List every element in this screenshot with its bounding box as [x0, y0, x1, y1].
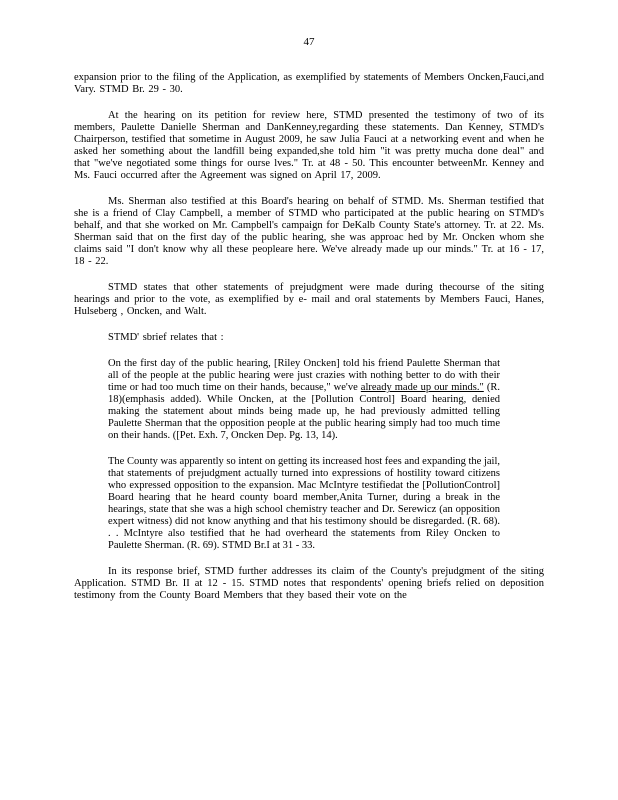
paragraph-4: STMD states that other statements of prejudgment were made during thecourse of the siting hearings and prior to the vote, as exemplified by e- mail and oral statements by Members Fauci, Hanes, Hulseberg , Oncken, and Walt.	[74, 282, 544, 317]
paragraph-1: expansion prior to the filing of the Application, as exemplified by statements of Members Oncken,Fauci,and Vary. STMD Br. 29 - 30.	[74, 72, 544, 95]
block-quote-2: The County was apparently so intent on getting its increased host fees and expanding the jail, that statements of prejudgment actually turned into expressions of hostility toward citizens who expressed opposition to the expansion. Mac McIntyre testifiedat the [PollutionControl] Board hearing that he heard county board member,Anita Turner, during a break in the hearings, state that she was a high school chemistry teacher and Dr. Serewicz (an opposition expert witness) did not know anything and that his testimony should be disregarded. (R. 68). . . McIntyre also testified that he had overheard the statements from Riley Oncken to Paulette Sherman. (R. 69). STMD Br.I at 31 - 33.	[108, 456, 500, 551]
paragraph-8: In its response brief, STMD further addresses its claim of the County's prejudgment of the siting Application. STMD Br. II at 12 - 15. STMD notes that respondents' opening briefs relied on deposition testimony from the County Board Members that they based their vote on the	[74, 566, 544, 601]
paragraph-2: At the hearing on its petition for review here, STMD presented the testimony of two of its members, Paulette Danielle Sherman and DanKenney,regarding these statements. Dan Kenney, STMD's Chairperson, testified that sometime in August 2009, he saw Julia Fauci at a networking event and when he asked her something about the landfill being expanded,she told him "it was pretty mucha done deal" and that "we've negotiated some things for ourse lves." Tr. at 48 - 50. This encounter betweenMr. Kenney and Ms. Fauci occurred after the Agreement was signed on April 17, 2009.	[74, 110, 544, 181]
document-body	[74, 72, 544, 616]
paragraph-3: Ms. Sherman also testified at this Board's hearing on behalf of STMD. Ms. Sherman testified that she is a friend of Clay Campbell, a member of STMD who participated at the public hearing on STMD's behalf, and that she worked on Mr. Campbell's campaign for DeKalb County State's attorney. Tr. at 22. Ms. Sherman said that on the first day of the public hearing, she was approac hed by Mr. Oncken whom she claims said "I don't know why all these peopleare here. We've already made up our minds." Tr. at 16 - 17, 18 - 22.	[74, 196, 544, 267]
block-quote-1-emphasis: already made up our minds."	[360, 382, 484, 393]
block-quote-1-text-continued: (R. 18)(emphasis added). While Oncken, at the [Pollution Control] Board hearing, denied making the statement about minds being made up, he had previously admitted telling Paulette Sherman that the opposition people at the public hearing simply had too much time on their hands. ([Pet. Exh. 7, Oncken Dep. Pg. 13, 14).	[108, 382, 500, 441]
page-number: 47	[303, 36, 315, 48]
paragraph-5: STMD' sbrief relates that :	[108, 332, 224, 343]
block-quote-1	[108, 358, 500, 442]
block-quote-1-text: On the first day of the public hearing, [Riley Oncken] told his friend Paulette Sherman that all of the people at the public hearing were just crazies with nothing better to do with their time or had too much time on their hands, because," we've	[108, 358, 500, 393]
